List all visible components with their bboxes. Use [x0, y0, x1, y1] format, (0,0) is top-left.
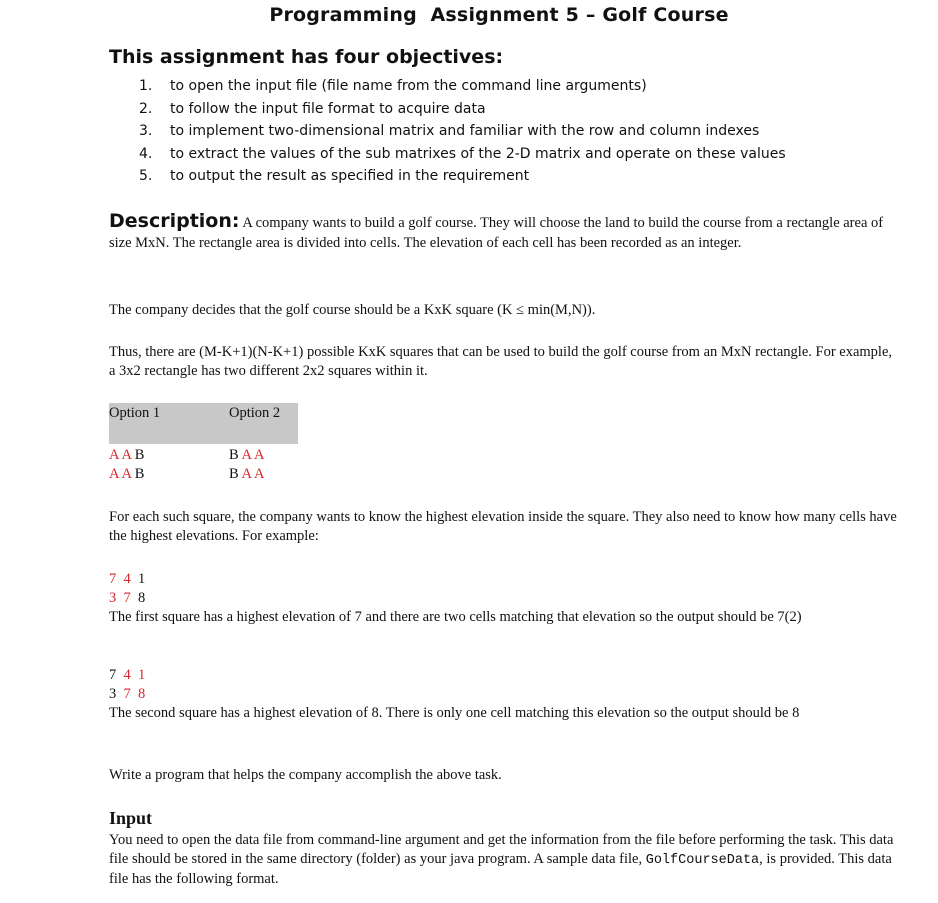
example1-row [109, 570, 145, 589]
option2-header: Option 2 [229, 405, 281, 421]
objective-text: to implement two-dimensional matrix and familiar with the row and column indexes [170, 123, 760, 139]
example1-explanation: The first square has a highest elevation of 7 and there are two cells matching that elevation so the output should be 7(2) [109, 609, 802, 625]
data-filename: GolfCourseData [645, 853, 760, 868]
example-value: 7 [109, 571, 117, 587]
squares-paragraph: Thus, there are (M-K+1)(N-K+1) possible KxK squares that can be used to build the golf course from an MxN rectangle. For example, a 3x2 rectangle has two different 2x2 squares within it. [109, 344, 893, 379]
example-value: 3 [109, 590, 117, 606]
input-heading: Input [109, 808, 153, 828]
option2-row-black: B [229, 466, 242, 482]
page-title: Programming Assignment 5 – Golf Course [269, 4, 729, 26]
option2-row-black: B [229, 447, 242, 463]
objective-number: 1. [139, 78, 153, 94]
objective-number: 2. [139, 100, 153, 117]
objective-text: to output the result as specified in the requirement [170, 168, 530, 184]
objective-item [139, 122, 786, 145]
option2-row [229, 465, 264, 484]
write-program-paragraph: Write a program that helps the company accomplish the above task. [109, 767, 502, 783]
option1-row [109, 446, 144, 465]
description-text: A company wants to build a golf course. They will choose the land to build the course from a rectangle area of size MxN. The rectangle area is divided into cells. The elevation of each cell has been recorded as an integer. [109, 215, 884, 251]
example-value: 3 [109, 686, 117, 702]
option2-row-red: A A [241, 466, 265, 482]
objective-text: to open the input file (file name from the command line arguments) [170, 78, 647, 94]
option1-row-red: A A [109, 447, 132, 463]
option1-header: Option 1 [109, 405, 161, 421]
input-paragraph [109, 831, 899, 889]
kxk-paragraph: The company decides that the golf course should be a KxK square (K ≤ min(M,N)). [109, 302, 596, 318]
objective-number: 3. [139, 123, 153, 139]
objective-item [139, 167, 786, 190]
objective-text: to extract the values of the sub matrixes of the 2-D matrix and operate on these values [170, 145, 786, 162]
example-value: 8 [138, 590, 146, 606]
objective-item [139, 100, 786, 123]
objective-text: to follow the input file format to acquire data [170, 100, 486, 117]
objectives-list [139, 77, 786, 190]
objective-number: 5. [139, 168, 153, 184]
option1-row-black: B [131, 466, 145, 482]
option1-row-black: B [131, 447, 145, 463]
example-value: 1 [138, 571, 146, 587]
example2-row [109, 666, 145, 685]
option2-row [229, 446, 264, 465]
option2-row-red: A A [241, 447, 265, 463]
description-heading: Description: [109, 210, 240, 232]
objectives-heading: This assignment has four objectives: [109, 46, 504, 68]
example-value: 4 [123, 667, 131, 683]
example-value: 1 [138, 667, 146, 683]
objective-item [139, 145, 786, 168]
option1-row [109, 465, 144, 484]
input-text-before: You need to open the data file from command-line argument and get the information from the file before performing the task. This data file should be stored in the same directory (folder) as your java program. A sample data file, [109, 832, 894, 867]
input-text-after: , is provided. This data file has the following format. [109, 851, 892, 887]
description-paragraph [109, 211, 899, 253]
example-value: 7 [123, 590, 131, 606]
example-value: 7 [123, 686, 131, 702]
example-value: 8 [138, 686, 146, 702]
highest-elevation-paragraph: For each such square, the company wants to know the highest elevation inside the square. They also need to know how many cells have the highest elevations. For example: [109, 509, 897, 544]
example2-explanation: The second square has a highest elevation of 8. There is only one cell matching this elevation so the output should be 8 [109, 705, 800, 721]
objective-item [139, 77, 786, 100]
example2-row [109, 685, 145, 704]
objective-number: 4. [139, 145, 153, 162]
option1-row-red: A A [109, 466, 132, 482]
example-value: 4 [123, 571, 131, 587]
example1-row [109, 589, 145, 608]
example-value: 7 [109, 667, 117, 683]
